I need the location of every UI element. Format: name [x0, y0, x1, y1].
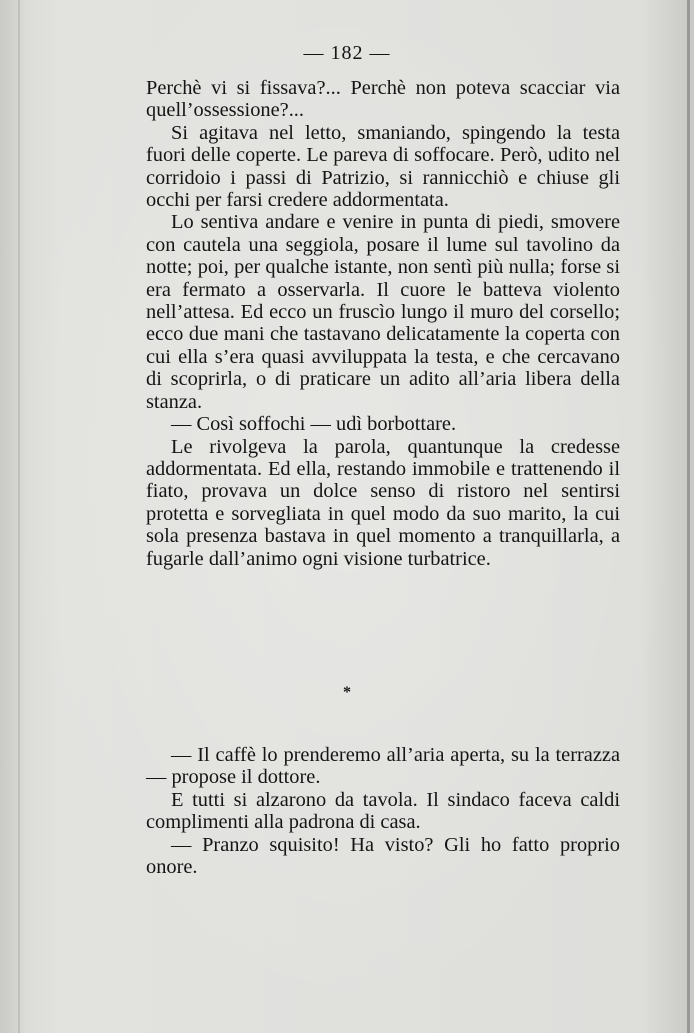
paragraph: E tutti si alzarono da tavola. Il sindaco faceva caldi complimenti alla padrona di casa. [146, 788, 620, 834]
text-block-lower [146, 744, 620, 878]
paragraph-dialogue: — Il caffè lo prenderemo all’aria aperta, su la terrazza — propose il dottore. [146, 744, 620, 789]
section-separator: * [343, 684, 351, 701]
page-edge-shadow [687, 0, 690, 1033]
paragraph: Perchè vi si fissava?... Perchè non poteva scacciar via quell’ossessione?... [146, 77, 620, 122]
paragraph: Le rivolgeva la parola, quantunque la credesse addormentata. Ed ella, restando immobile e trattenendo il fiato, provava un dolce senso di ristoro nel sentirsi protetta e sorvegliata in quel modo da suo marito, la cui sola presenza bastava in quel momento a tranquillarla, a fugarle dall’animo ogni visione turbatrice. [146, 435, 620, 570]
paragraph-dialogue: — Così soffochi — udì borbottare. [171, 413, 457, 436]
page-number: — 182 — [303, 42, 391, 64]
paragraph: Lo sentiva andare e venire in punta di piedi, smovere con cautela una seggiola, posare il lume sul tavolino da notte; poi, per qualche istante, non sentì più nulla; forse si era fermato a osservarla. Il cuore le batteva violento nell’attesa. Ed ecco un fruscìo lungo il muro del corsello; ecco due mani che tastavano delicatamente la coperta con cui ella s’era quasi avviluppata la testa, e che cercavano di scoprirla, o di praticare un adito all’aria libera della stanza. [146, 211, 620, 413]
text-block-upper [146, 77, 620, 570]
paragraph: Si agitava nel letto, smaniando, spingendo la testa fuori delle coperte. Le pareva di soffocare. Però, udito nel corridoio i passi di Patrizio, si rannicchiò e chiuse gli occhi per farsi credere addormentata. [146, 121, 620, 212]
page-gutter-shadow [18, 0, 20, 1033]
paragraph-dialogue: — Pranzo squisito! Ha visto? Gli ho fatto proprio onore. [146, 833, 620, 879]
